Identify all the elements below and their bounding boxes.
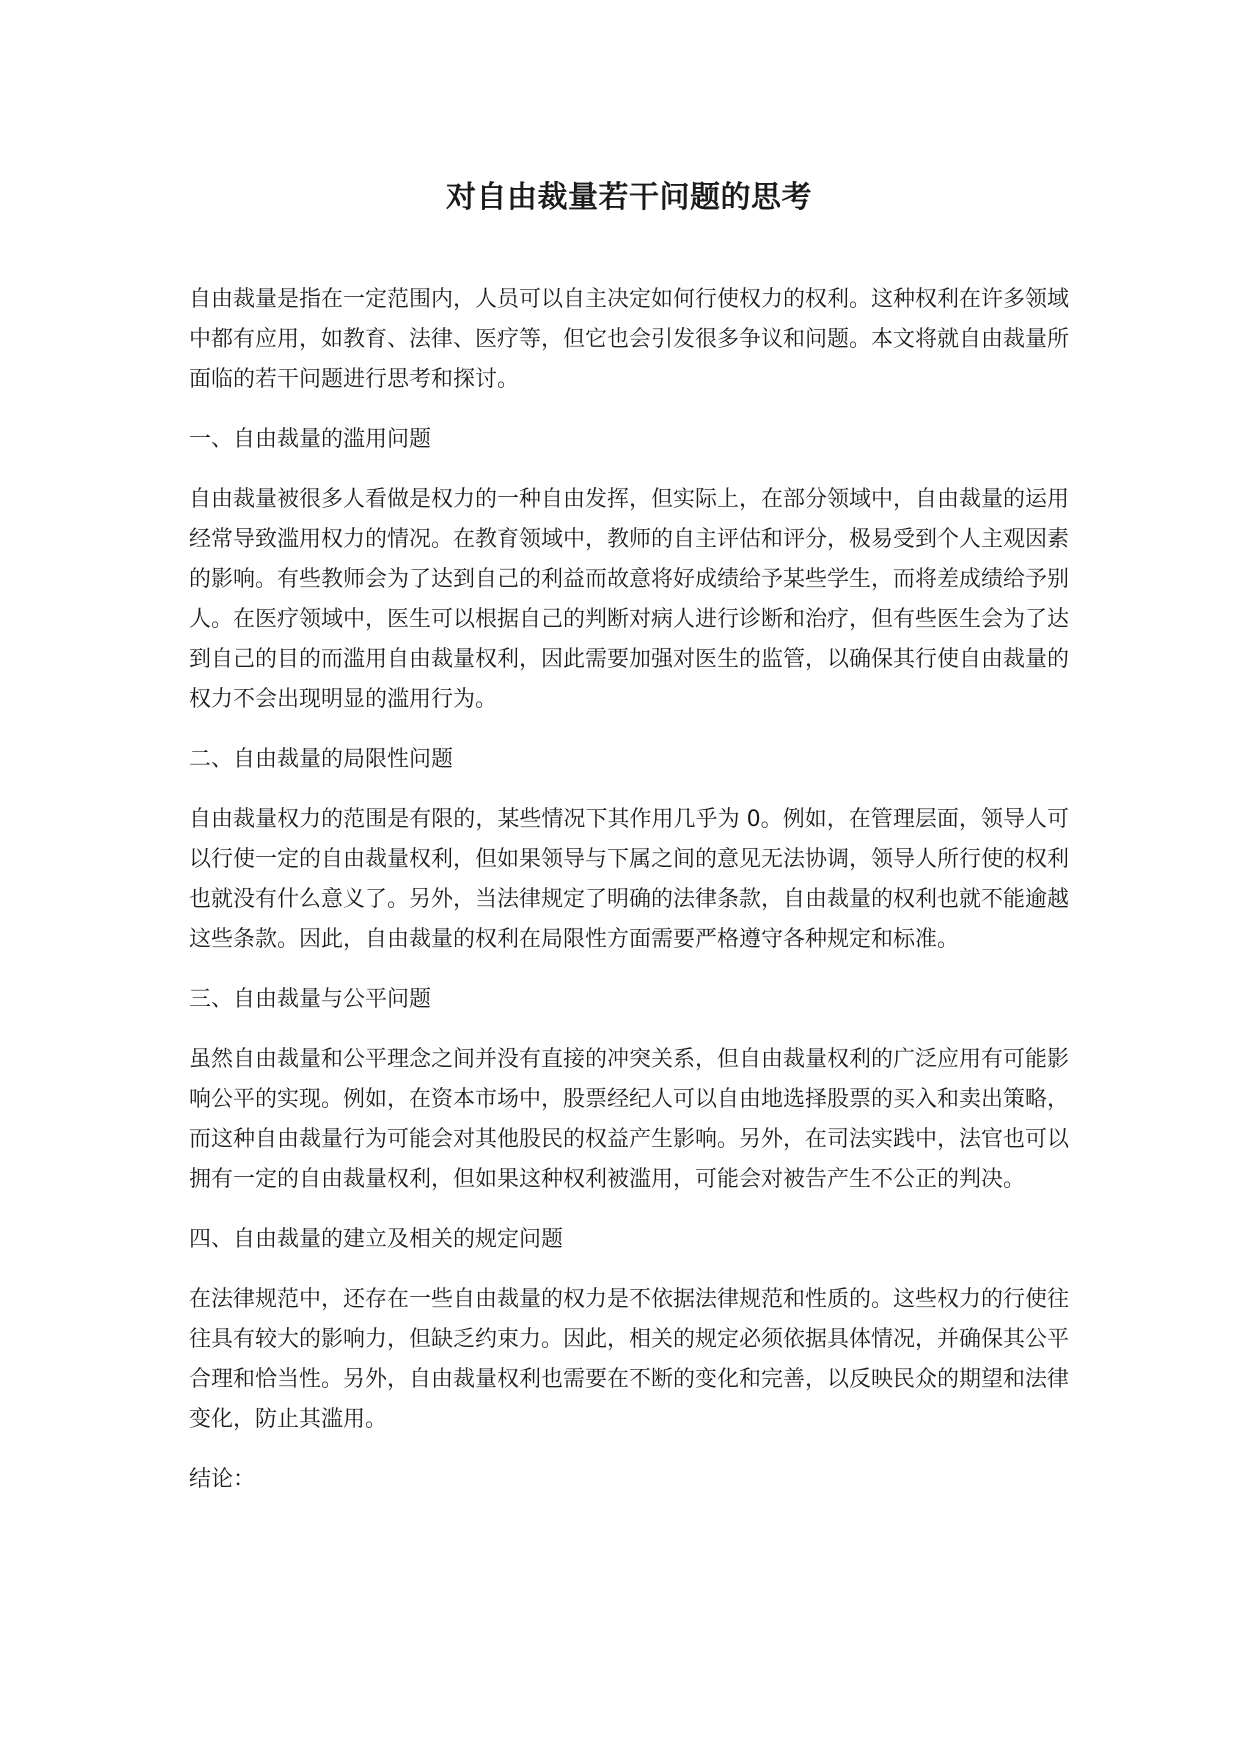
section-body: 虽然自由裁量和公平理念之间并没有直接的冲突关系，但自由裁量权利的广泛应用有可能影响公平的实现。例如，在资本市场中，股票经纪人可以自由地选择股票的买入和卖出策略，而这种自由裁量行为可能会对其他股民的权益产生影响。另外，在司法实践中，法官也可以拥有一定的自由裁量权利，但如果这种权利被滥用，可能会对被告产生不公正的判决。: [189, 1047, 1070, 1192]
section-heading: 一、自由裁量的滥用问题: [189, 427, 432, 452]
section-body: 自由裁量权力的范围是有限的，某些情况下其作用几乎为 0。例如，在管理层面，领导人可以行使一定的自由裁量权利，但如果领导与下属之间的意见无法协调，领导人所行使的权利也就没有什么意义了。另外，当法律规定了明确的法律条款，自由裁量的权利也就不能逾越这些条款。因此，自由裁量的权利在局限性方面需要严格遵守各种规定和标准。: [189, 807, 1070, 952]
section-heading: 四、自由裁量的建立及相关的规定问题: [189, 1227, 564, 1252]
section-heading: 二、自由裁量的局限性问题: [189, 747, 454, 772]
section-heading: 三、自由裁量与公平问题: [189, 987, 432, 1012]
section-body: 在法律规范中，还存在一些自由裁量的权力是不依据法律规范和性质的。这些权力的行使往往具有较大的影响力，但缺乏约束力。因此，相关的规定必须依据具体情况，并确保其公平合理和恰当性。另外，自由裁量权利也需要在不断的变化和完善，以反映民众的期望和法律变化，防止其滥用。: [189, 1287, 1070, 1432]
conclusion-label: 结论：: [189, 1467, 256, 1492]
section-body: 自由裁量被很多人看做是权力的一种自由发挥，但实际上，在部分领域中，自由裁量的运用经常导致滥用权力的情况。在教育领域中，教师的自主评估和评分，极易受到个人主观因素的影响。有些教师会为了达到自己的利益而故意将好成绩给予某些学生，而将差成绩给予别人。在医疗领域中，医生可以根据自己的判断对病人进行诊断和治疗，但有些医生会为了达到自己的目的而滥用自由裁量权利，因此需要加强对医生的监管，以确保其行使自由裁量的权力不会出现明显的滥用行为。: [189, 487, 1070, 712]
intro-paragraph: 自由裁量是指在一定范围内，人员可以自主决定如何行使权力的权利。这种权利在许多领域中都有应用，如教育、法律、医疗等，但它也会引发很多争议和问题。本文将就自由裁量所面临的若干问题进行思考和探讨。: [189, 287, 1070, 392]
document-title: 对自由裁量若干问题的思考: [446, 180, 812, 215]
document-page: [189, 176, 1069, 1520]
